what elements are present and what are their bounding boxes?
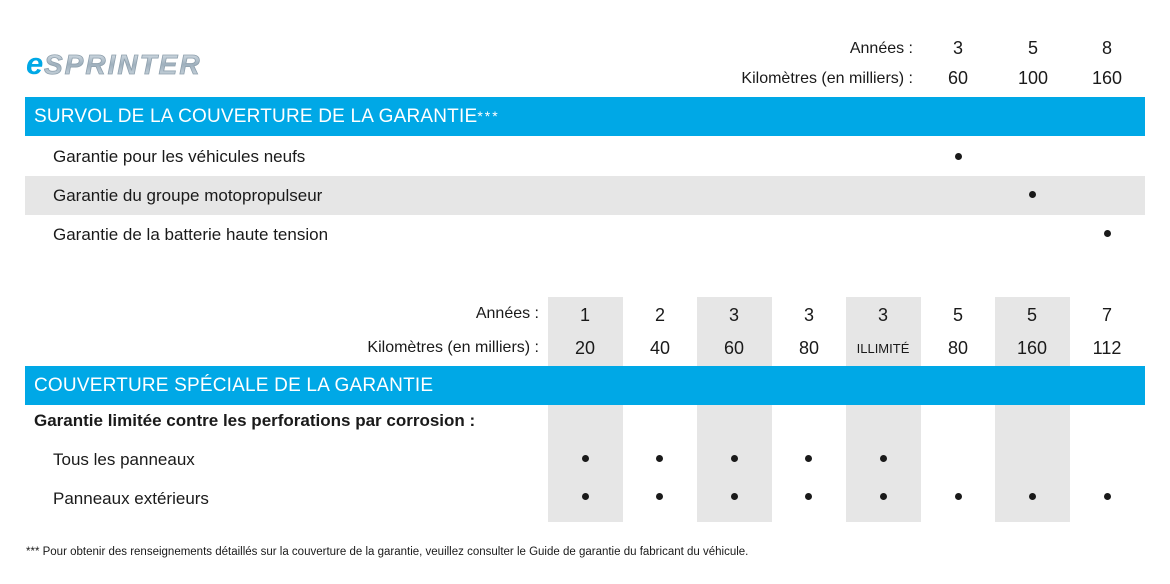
row-label: Garantie de la batterie haute tension — [53, 225, 329, 244]
km-value: 60 — [947, 68, 969, 88]
footnote: *** Pour obtenir des renseignements détaillés sur la couverture de la garantie, veuillez consulter le Guide de garantie du fabricant du véhicule. — [26, 546, 749, 558]
coverage-dot — [656, 455, 663, 462]
year-value: 5 — [952, 305, 963, 325]
years-label: Années : — [849, 40, 913, 57]
svg-text:SPRINTER: SPRINTER — [44, 49, 202, 80]
km-label: Kilomètres (en milliers) : — [367, 339, 539, 356]
coverage-dot — [955, 153, 962, 160]
km-value: 112 — [1092, 338, 1122, 358]
year-value: 7 — [1101, 305, 1112, 325]
coverage-dot — [1104, 230, 1111, 237]
year-value: 5 — [1026, 305, 1037, 325]
footnote-marker: *** — [477, 108, 500, 124]
section-title: COUVERTURE SPÉCIALE DE LA GARANTIE — [34, 375, 434, 396]
coverage-dot — [731, 455, 738, 462]
year-value: 1 — [579, 305, 590, 325]
row-label: Garantie pour les véhicules neufs — [53, 147, 306, 166]
esprinter-logo — [24, 46, 324, 86]
year-value: 2 — [654, 305, 665, 325]
coverage-dot — [1029, 191, 1036, 198]
svg-text:e: e — [26, 46, 44, 81]
coverage-dot — [955, 493, 962, 500]
year-value: 3 — [952, 38, 963, 58]
table-row — [25, 176, 1145, 215]
column-shade — [697, 405, 772, 522]
column-shade — [846, 405, 921, 522]
special-coverage-header — [25, 366, 1145, 405]
km-value: 160 — [1016, 338, 1048, 358]
km-value: 40 — [649, 338, 671, 358]
km-value: 20 — [574, 338, 596, 358]
column-shade — [548, 405, 623, 522]
km-value: 100 — [1017, 68, 1049, 88]
table-row — [25, 137, 1145, 176]
year-value: 3 — [728, 305, 739, 325]
coverage-dot — [805, 455, 812, 462]
year-value: 3 — [803, 305, 814, 325]
coverage-dot — [880, 493, 887, 500]
km-value: 80 — [798, 338, 820, 358]
coverage-dot — [880, 455, 887, 462]
coverage-dot — [731, 493, 738, 500]
year-value: 8 — [1101, 38, 1112, 58]
coverage-dot — [582, 493, 589, 500]
coverage-dot — [805, 493, 812, 500]
column-shade — [995, 405, 1070, 522]
warranty-overview-header — [25, 97, 1145, 136]
km-value-unlimited: ILLIMITÉ — [856, 341, 910, 356]
km-label: Kilomètres (en milliers) : — [741, 70, 913, 87]
coverage-dot — [582, 455, 589, 462]
section-title: SURVOL DE LA COUVERTURE DE LA GARANTIE — [34, 106, 478, 127]
coverage-dot — [1104, 493, 1111, 500]
year-value: 3 — [877, 305, 888, 325]
row-label: Garantie du groupe motopropulseur — [53, 186, 323, 205]
year-value: 5 — [1027, 38, 1038, 58]
coverage-dot — [1029, 493, 1036, 500]
row-label: Panneaux extérieurs — [53, 489, 209, 508]
row-label: Tous les panneaux — [53, 450, 195, 469]
years-label: Années : — [475, 305, 539, 322]
km-value: 160 — [1091, 68, 1123, 88]
coverage-dot — [656, 493, 663, 500]
corrosion-section-label: Garantie limitée contre les perforations par corrosion : — [34, 411, 476, 430]
table-row — [25, 215, 1145, 254]
km-value: 80 — [947, 338, 969, 358]
km-value: 60 — [723, 338, 745, 358]
